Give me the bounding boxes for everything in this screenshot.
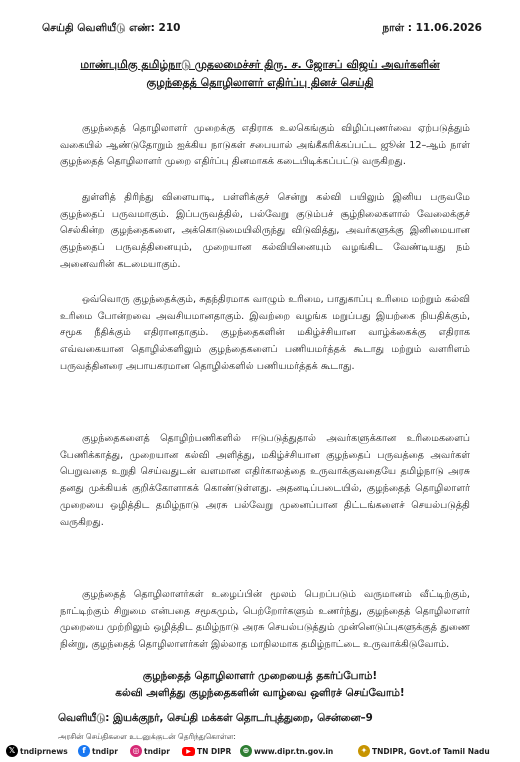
social-link-website[interactable] (240, 744, 333, 758)
social-label: www.dipr.tn.gov.in (254, 746, 334, 756)
social-label: tndiprnews (20, 746, 68, 756)
title-line-1: மாண்புமிகு தமிழ்நாடு முதலமைச்சர் திரு. ச. ஜோசப் விஜய் அவர்களின் (80, 58, 440, 71)
social-link-instagram[interactable] (130, 744, 170, 758)
slogan-line-2: கல்வி அளித்து குழந்தைகளின் வாழ்வை ஒளிரச் செய்வோம்! (115, 687, 405, 699)
follow-text: அரசின் செய்திகளை உடனுக்குடன் தெரிந்துகொள்ள: (58, 732, 236, 741)
social-label: TN DIPR (197, 746, 232, 756)
social-label: tndipr (92, 746, 118, 756)
release-number: செய்தி வெளியீடு எண்: 210 (42, 22, 181, 34)
paragraph-5: குழந்தைத் தொழிலாளர்கள் உழைப்பின் மூலம் பெறப்படும் வருமானம் வீட்டிற்கும், நாட்டிற்கும் சிறுமை என்பதை சமூகமும், பெற்றோர்களும் உணர்ந்து, குழந்தைத் தொழிலாளர் முறையை முற்றிலும் ஒழித்திட தமிழ்நாடு அரசு செயல்படுத்தும் முன்னெடுப்புகளுக்குத் துணை நின்று, குழந்தைத் தொழிலாளர்கள் இல்லாத மாநிலமாக தமிழ்நாட்டை உருவாக்கிடுவோம். (60, 589, 470, 651)
paragraph-4: குழந்தைகளைத் தொழிற்பணிகளில் ஈடுபடுத்துதால் அவர்களுக்கான உரிமைகளைப் பேணிக்காத்து, முறையான கல்வி அளித்து, மகிழ்ச்சியான குழந்தைப் பருவத்தை அவர்கள் பெறுவதை உறுதி செய்வதுடன் வளமான எதிர்காலத்தை உருவாக்குவதையே தமிழ்நாடு அரசு தனது முக்கியக் குறிக்கோளாகக் கொண்டுள்ளது. அதனடிப்படையில், குழந்தைத் தொழிலாளர் முறையை ஒழித்திட தமிழ்நாடு அரசு பல்வேறு முனைப்பான திட்டங்களைச் செயல்படுத்தி வருகிறது. (60, 433, 470, 528)
social-label: tndipr (144, 746, 170, 756)
release-header (42, 22, 492, 40)
social-link-tndipr[interactable] (358, 744, 490, 758)
web-icon: ⊕ (240, 745, 252, 757)
social-link-youtube[interactable] (182, 744, 231, 758)
title-line-2: குழந்தைத் தொழிலாளர் எதிர்ப்பு தினச் செய்தி (146, 76, 374, 89)
social-link-facebook[interactable] (78, 744, 118, 758)
facebook-icon: f (78, 745, 90, 757)
publisher-line: வெளியீடு: இயக்குநர், செய்தி மக்கள் தொடர்புத்துறை, சென்னை–9 (58, 712, 373, 724)
social-links-bar (4, 744, 516, 762)
x-icon: 𝕏 (6, 745, 18, 757)
youtube-icon: ▶ (182, 747, 195, 756)
paragraph-1: குழந்தைத் தொழிலாளர் முறைக்கு எதிராக உலகெங்கும் விழிப்புணர்வை ஏற்படுத்தும் வகையில் ஆண்டுதோறும் ஐக்கிய நாடுகள் சபையால் அங்கீகரிக்கப்பட்ட ஜூன் 12–ஆம் நாள் குழந்தைத் தொழிலாளர் முறை எதிர்ப்பு தினமாகக் கடைபிடிக்கப்பட்டு வருகிறது. (60, 123, 470, 168)
social-label: TNDIPR, Govt.of Tamil Nadu (372, 746, 490, 756)
social-link-x[interactable] (6, 744, 68, 758)
paragraph-2: துள்ளித் திரிந்து விளையாடி, பள்ளிக்குச் சென்று கல்வி பயிலும் இனிய பருவமே குழந்தைப் பருவமாகும். இப்பருவத்தில், பல்வேறு குடும்பச் சூழ்நிலைகளால் வேலைக்குச் செல்கின்ற குழந்தைகளை, அக்கொடுமையிலிருந்து விடுவித்து, அவர்களுக்கு இனிமையான குழந்தைப் பருவத்தினையும், முறையான கல்வியினையும் வழங்கிட வேண்டியது நம் அனைவரின் கடமையாகும். (60, 192, 470, 270)
release-date: நாள் : 11.06.2026 (382, 22, 482, 34)
instagram-icon: ◎ (130, 745, 142, 757)
tn-emblem-icon: ✦ (358, 745, 370, 757)
slogan-line-1: குழந்தைத் தொழிலாளர் முறையைத் தகர்ப்போம்! (142, 670, 378, 682)
paragraph-3: ஒவ்வொரு குழந்தைக்கும், சுதந்திரமாக வாழும் உரிமை, பாதுகாப்பு உரிமை மற்றும் கல்வி உரிமை போன்றவை அவசியமானதாகும். இவற்றை வழங்க மறுப்பது இயற்கை நியதிக்கும், சமூக நீதிக்கும் எதிரானதாகும். குழந்தைகளின் மகிழ்ச்சியான வாழ்க்கைக்கு எதிராக எவ்வகையான தொழில்களிலும் குழந்தைகளைப் பணியமர்த்தக் கூடாது மற்றும் வளரிளம் பருவத்தினரை அபாயகரமான தொழில்களில் பணியமர்த்தக் கூடாது. (60, 294, 470, 372)
